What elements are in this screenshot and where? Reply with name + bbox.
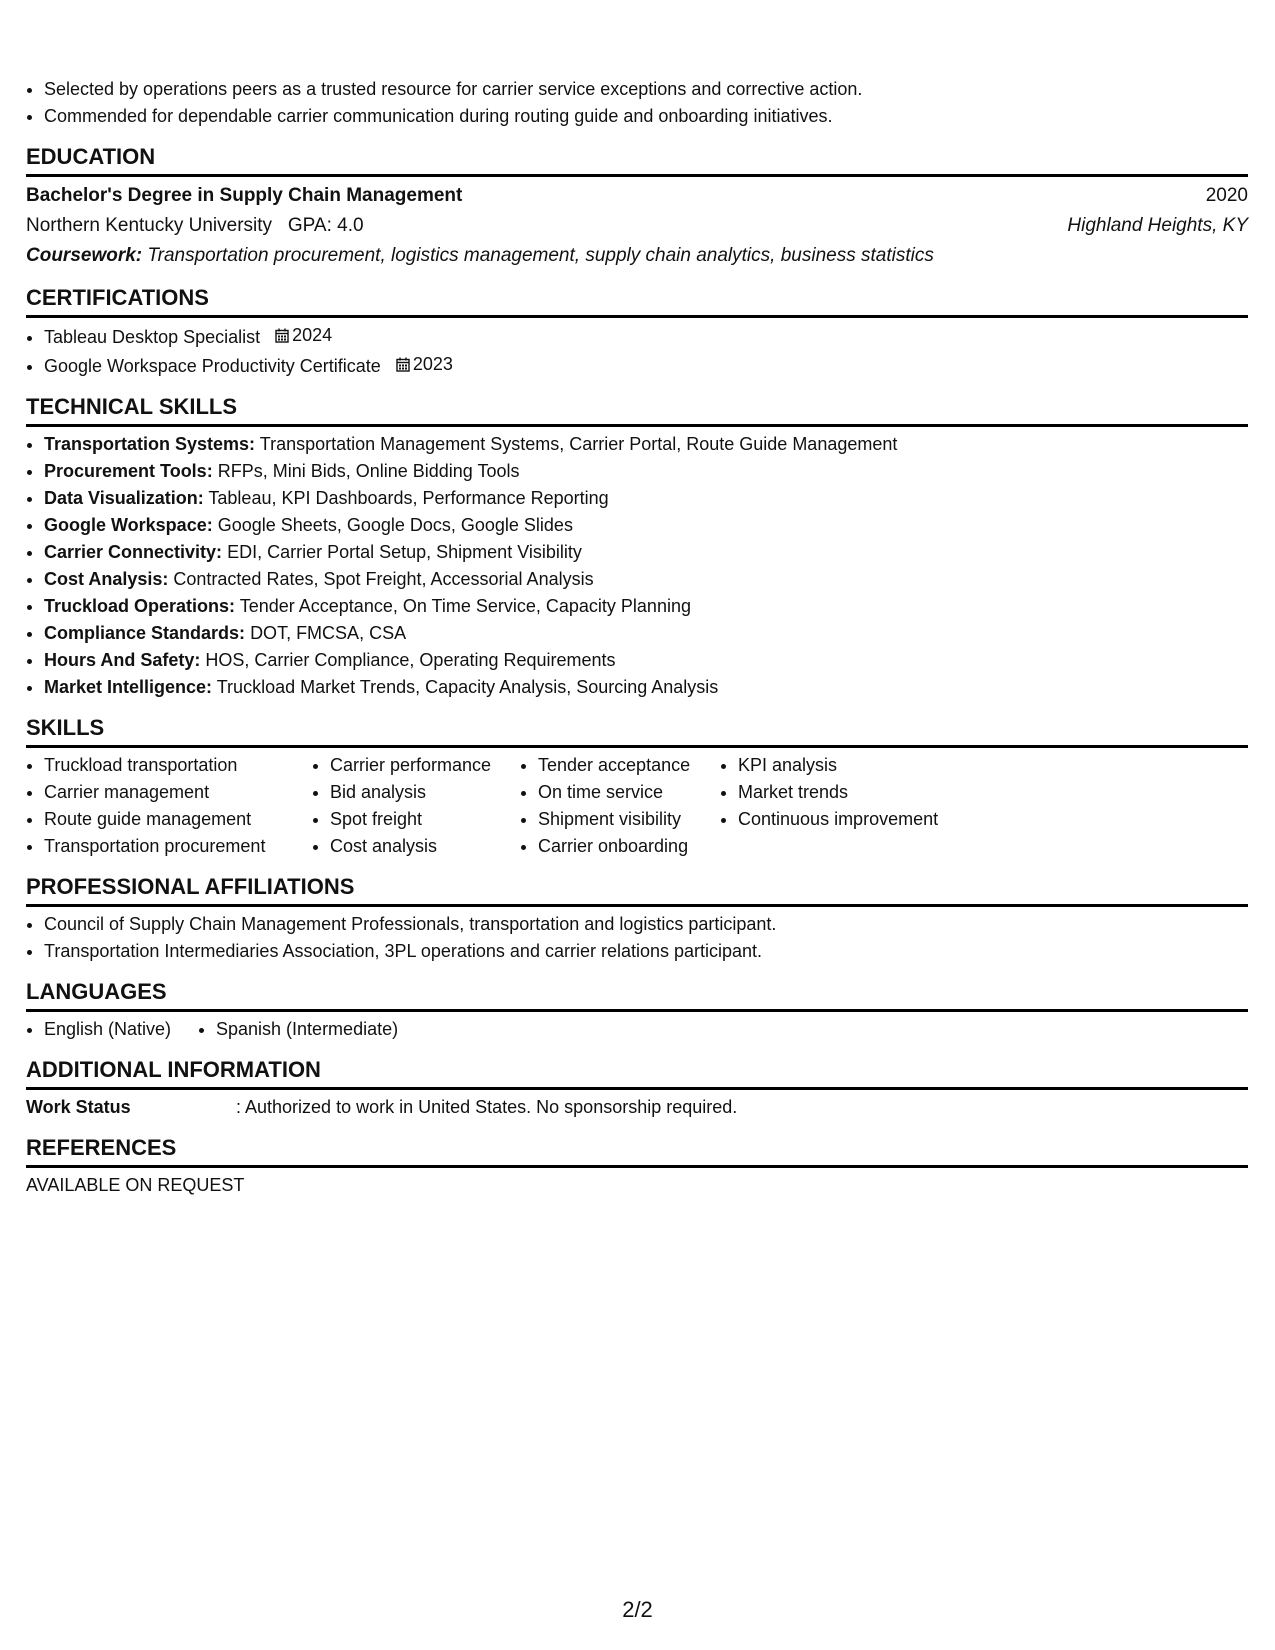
skill-label: Compliance Standards: bbox=[44, 623, 246, 643]
skill-label: Google Workspace: bbox=[44, 515, 213, 535]
school-name: Northern Kentucky University bbox=[26, 215, 273, 236]
coursework-label: Coursework: bbox=[26, 245, 143, 266]
skills-grid bbox=[26, 752, 1248, 860]
skill-value: HOS, Carrier Compliance, Operating Requirements bbox=[205, 650, 616, 670]
section-title-technical-skills: TECHNICAL SKILLS bbox=[26, 380, 1248, 427]
list-item: • Market trends bbox=[738, 779, 1038, 806]
graduation-year: 2020 bbox=[1205, 185, 1248, 206]
list-item bbox=[44, 512, 1248, 539]
skill-value: Transportation Management Systems, Carrier Portal, Route Guide Management bbox=[259, 434, 898, 454]
languages-column bbox=[26, 1016, 192, 1043]
certification-name: Google Workspace Productivity Certificate bbox=[44, 356, 381, 376]
list-item bbox=[44, 539, 1248, 566]
list-item: • Route guide management bbox=[44, 806, 306, 833]
list-item: • Commended for dependable carrier communication during routing guide and onboarding initiatives. bbox=[44, 103, 1248, 130]
section-title-affiliations: PROFESSIONAL AFFILIATIONS bbox=[26, 860, 1248, 907]
skill-label: Hours And Safety: bbox=[44, 650, 201, 670]
certification-year: 2023 bbox=[412, 354, 453, 374]
list-item: • Council of Supply Chain Management Professionals, transportation and logistics participant. bbox=[44, 911, 1248, 938]
list-item: • KPI analysis bbox=[738, 752, 1038, 779]
section-title-references: REFERENCES bbox=[26, 1121, 1248, 1168]
calendar-icon bbox=[275, 328, 289, 343]
list-item: • Transportation procurement bbox=[44, 833, 306, 860]
skill-value: RFPs, Mini Bids, Online Bidding Tools bbox=[217, 461, 520, 481]
list-item: • English (Native) bbox=[44, 1016, 192, 1043]
skills-column bbox=[26, 752, 306, 860]
technical-skills-section bbox=[26, 380, 1248, 701]
list-item: • Spot freight bbox=[330, 806, 514, 833]
list-item: • Continuous improvement bbox=[738, 806, 1038, 833]
degree-name: Bachelor's Degree in Supply Chain Management bbox=[26, 185, 463, 206]
certifications-section bbox=[26, 271, 1248, 380]
page-number: 2/2 bbox=[622, 1597, 653, 1622]
additional-information-section bbox=[26, 1043, 1248, 1121]
section-title-languages: LANGUAGES bbox=[26, 965, 1248, 1012]
skill-value: Google Sheets, Google Docs, Google Slides bbox=[217, 515, 573, 535]
school-location: Highland Heights, KY bbox=[1067, 215, 1248, 236]
skill-label: Truckload Operations: bbox=[44, 596, 236, 616]
top-bullet-list bbox=[26, 76, 1248, 130]
list-item: • Tender acceptance bbox=[538, 752, 714, 779]
gpa: GPA: 4.0 bbox=[287, 215, 364, 236]
section-title-additional-information: ADDITIONAL INFORMATION bbox=[26, 1043, 1248, 1090]
certification-item bbox=[44, 351, 1248, 380]
list-item: • Truckload transportation bbox=[44, 752, 306, 779]
skill-value: EDI, Carrier Portal Setup, Shipment Visibility bbox=[227, 542, 582, 562]
references-text: AVAILABLE ON REQUEST bbox=[26, 1175, 245, 1195]
list-item bbox=[44, 566, 1248, 593]
list-item: • Bid analysis bbox=[330, 779, 514, 806]
skills-section bbox=[26, 701, 1248, 860]
list-item bbox=[44, 647, 1248, 674]
list-item bbox=[44, 431, 1248, 458]
skill-label: Market Intelligence: bbox=[44, 677, 213, 697]
languages-column bbox=[198, 1016, 398, 1043]
resume-page bbox=[26, 76, 1248, 1199]
skill-value: Contracted Rates, Spot Freight, Accessorial Analysis bbox=[173, 569, 594, 589]
section-title-certifications: CERTIFICATIONS bbox=[26, 271, 1248, 318]
list-item bbox=[44, 485, 1248, 512]
skills-column bbox=[520, 752, 714, 860]
skills-column bbox=[720, 752, 1038, 860]
coursework-text: Transportation procurement, logistics management, supply chain analytics, business statistics bbox=[147, 245, 934, 266]
list-item bbox=[44, 674, 1248, 701]
certification-item bbox=[44, 322, 1248, 351]
list-item: • Carrier management bbox=[44, 779, 306, 806]
list-item: • Shipment visibility bbox=[538, 806, 714, 833]
list-item bbox=[44, 458, 1248, 485]
list-item: • Cost analysis bbox=[330, 833, 514, 860]
work-status-value: : Authorized to work in United States. No sponsorship required. bbox=[236, 1097, 738, 1117]
skill-label: Cost Analysis: bbox=[44, 569, 169, 589]
list-item bbox=[44, 593, 1248, 620]
list-item: • Carrier onboarding bbox=[538, 833, 714, 860]
skill-value: DOT, FMCSA, CSA bbox=[250, 623, 407, 643]
skills-column bbox=[312, 752, 514, 860]
skill-label: Procurement Tools: bbox=[44, 461, 213, 481]
list-item: • Transportation Intermediaries Association, 3PL operations and carrier relations participant. bbox=[44, 938, 1248, 965]
list-item: • Carrier performance bbox=[330, 752, 514, 779]
skill-label: Data Visualization: bbox=[44, 488, 204, 508]
technical-skills-list bbox=[26, 431, 1248, 701]
calendar-icon bbox=[396, 357, 410, 372]
skill-value: Tableau, KPI Dashboards, Performance Reporting bbox=[208, 488, 609, 508]
languages-section bbox=[26, 965, 1248, 1043]
list-item: • Selected by operations peers as a trusted resource for carrier service exceptions and corrective action. bbox=[44, 76, 1248, 103]
list-item bbox=[44, 620, 1248, 647]
certification-year: 2024 bbox=[292, 325, 333, 345]
skill-label: Carrier Connectivity: bbox=[44, 542, 223, 562]
work-status-label: Work Status bbox=[26, 1097, 131, 1117]
certification-name: Tableau Desktop Specialist bbox=[44, 327, 261, 347]
section-title-education: EDUCATION bbox=[26, 130, 1248, 177]
education-section bbox=[26, 130, 1248, 271]
skill-label: Transportation Systems: bbox=[44, 434, 256, 454]
list-item: • Spanish (Intermediate) bbox=[216, 1016, 398, 1043]
affiliations-section bbox=[26, 860, 1248, 965]
list-item: • On time service bbox=[538, 779, 714, 806]
certifications-list bbox=[26, 322, 1248, 380]
languages-row bbox=[26, 1016, 1248, 1043]
references-section bbox=[26, 1121, 1248, 1199]
affiliations-list bbox=[26, 911, 1248, 965]
skill-value: Truckload Market Trends, Capacity Analysis, Sourcing Analysis bbox=[216, 677, 719, 697]
section-title-skills: SKILLS bbox=[26, 701, 1248, 748]
skill-value: Tender Acceptance, On Time Service, Capacity Planning bbox=[239, 596, 691, 616]
